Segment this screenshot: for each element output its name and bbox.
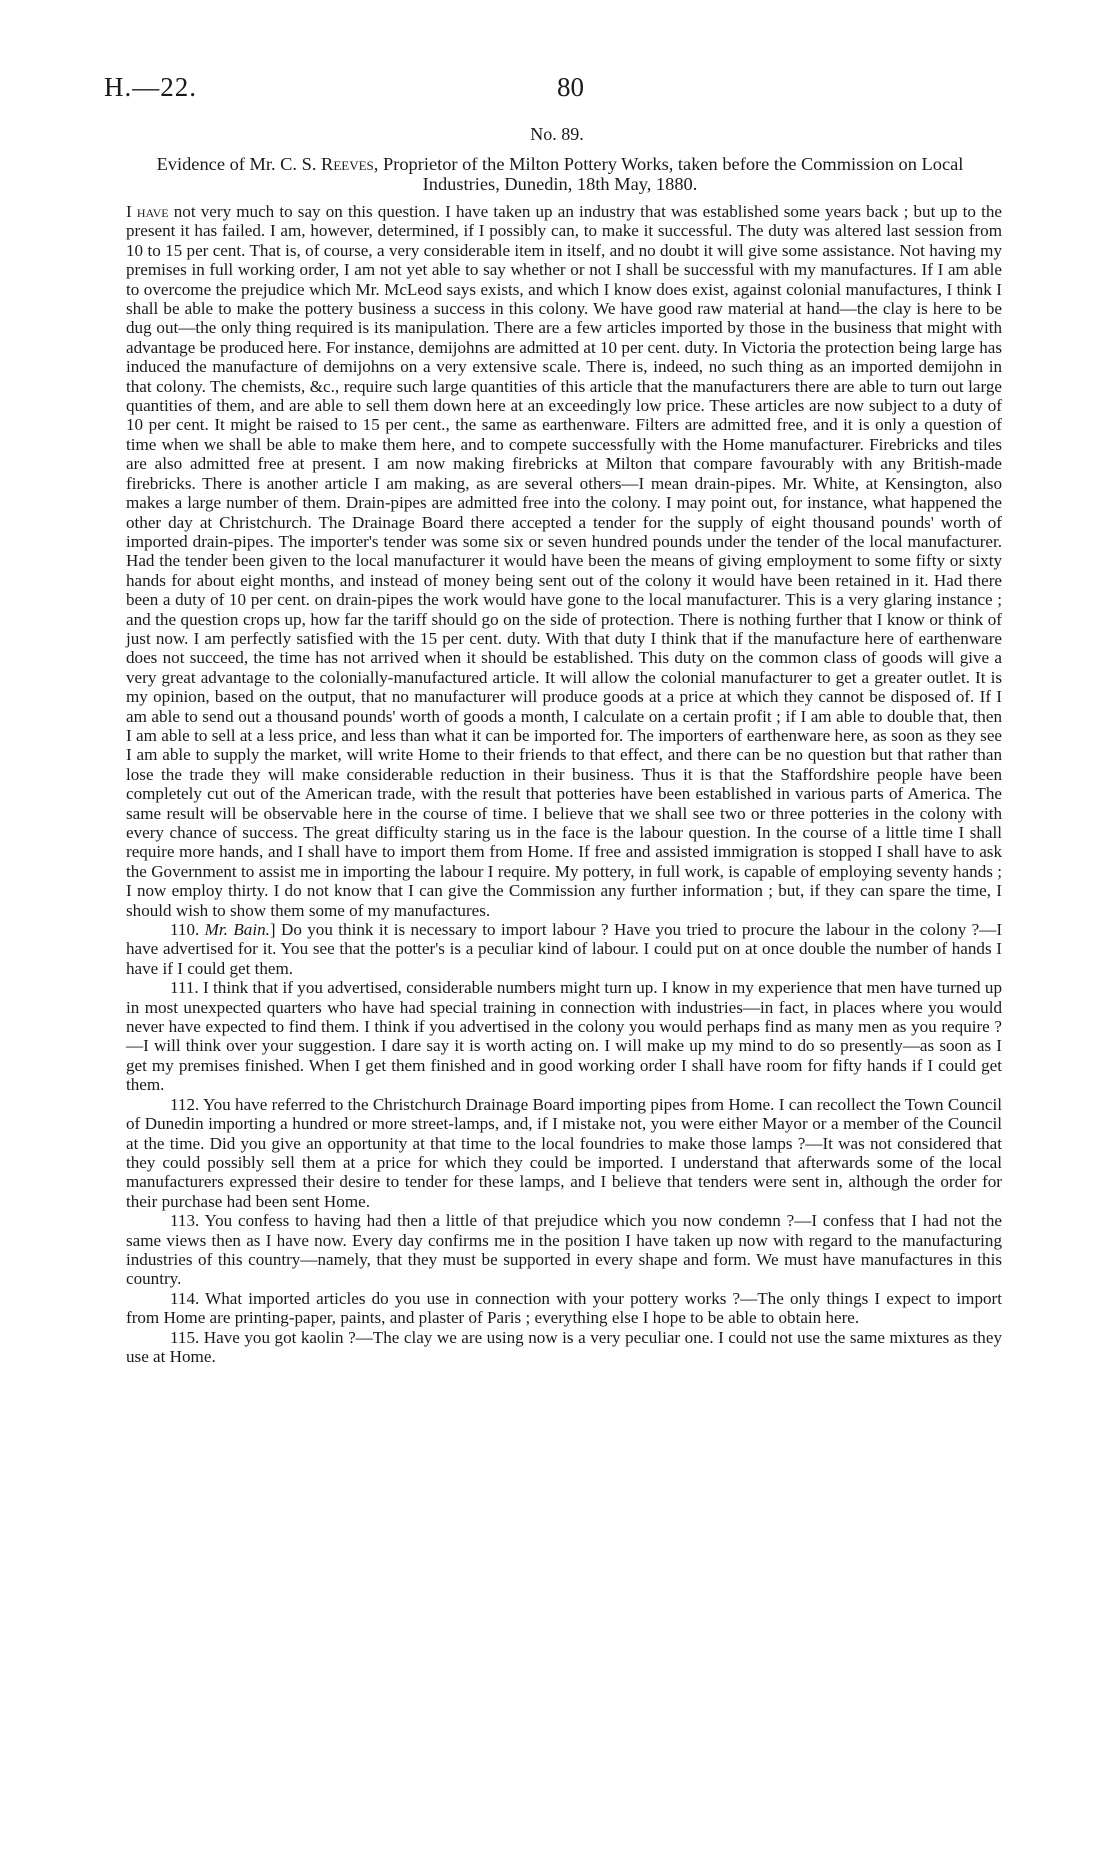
title-name: Reeves: [321, 154, 374, 174]
question-speaker: Mr. Bain.: [204, 920, 270, 940]
question-text: You have referred to the Christchurch Drainage Board importing pipes from Home. I can recollect the Town Council of Dunedin importing a hundred or more street-lamps, and, if I mistake not, you were either Mayor or a member of the Council at the time. Did you give an opportunity at that time to the local foundries to make those lamps ?—It was not considered that they could possibly sell them at a price for which they could be imported. I understand that afterwards some of the local manufacturers expressed their desire to tender for these lamps, and I believe that tenders were sent in, although the order for their purchase had been sent Home.: [126, 1094, 1003, 1211]
question-number: 111.: [170, 978, 199, 998]
question-number: 113.: [170, 1211, 200, 1231]
question-114: [126, 1289, 1002, 1328]
statement-text: not very much to say on this question. I have taken up an industry that was established some years back ; but up to the present it has failed. I am, however, determined, if I possibly can, to make it successful. The duty was altered last session from 10 to 15 per cent. That is, of course, a very considerable item in itself, and no doubt it will give some assistance. Not having my premises in full working order, I am not yet able to say whether or not I shall be successful with my manufactures. If I am able to overcome the prejudice which Mr. McLeod says exists, and which I know does exist, against colonial manufactures, I think I shall be able to make the pottery business a success in this colony. We have good raw material at hand—the clay is here to be dug out—the only thing required is its manipulation. There are a few articles imported by those in the business that might with advantage be produced here. For instance, demijohns are admitted at 10 per cent. duty. In Victoria the protection being large has induced the manufacture of demijohns on a very extensive scale. There is, indeed, no such thing as an imported demijohn in that colony. The chemists, &c., require such large quantities of this article that the manufacturers there are able to turn out large quantities of them, and are able to sell them down here at an exceedingly low price. These articles are now subject to a duty of 10 per cent. It might be raised to 15 per cent., the same as earthenware. Filters are admitted free, and it is only a question of time when we shall be able to make them here, and to compete successfully with the Home manufacturer. Firebricks and tiles are also admitted free at present. I am now making firebricks at Milton that compare favourably with any British-made firebricks. There is another article I am making, as are several others—I mean drain-pipes. Mr. White, at Kensington, also makes a large number of them. Drain-pipes are admitted free into the colony. I may point out, for instance, what happened the other day at Christchurch. The Drainage Board there accepted a tender for the supply of eight thousand pounds' worth of imported drain-pipes. The importer's tender was some six or seven hundred pounds under the tender of the local manufacturer. Had the tender been given to the local manufacturer it would have been the means of giving employment to some fifty or sixty hands for about eight months, and instead of money being sent out of the colony it would have been retained in it. Had there been a duty of 10 per cent. on drain-pipes the work would have gone to the local manufacturer. This is a very glaring instance ; and the question crops up, how far the tariff should go on the side of protection. There is nothing further that I know or think of just now. I am perfectly satisfied with the 15 per cent. duty. With that duty I think that if the manufacture here of earthenware does not succeed, the time has not arrived when it should be established. This duty on the common class of goods will give a very great advantage to the colonially-manufactured article. It will allow the colonial manufacturer to get a greater outlet. It is my opinion, based on the output, that no manufacturer will produce goods at a price at which they cannot be disposed of. If I am able to send out a thousand pounds' worth of goods a month, I calculate on a certain profit ; if I am able to double that, then I am able to sell at a less price, and less than what it can be imported for. The importers of earthenware here, as soon as they see I am able to supply the market, will write Home to their friends to that effect, and there can be no question but that rather than lose the trade they will make considerable reduction in their business. Thus it is that the Staffordshire people have been completely cut out of the American trade, with the result that potteries have been established in various parts of America. The same result will be observable here in the course of time. I believe that we shall see two or three potteries in the colony with every chance of success. The great difficulty staring us in the face is the labour question. In the course of a little time I shall require more hands, and I shall have to import them from Home. If free and assisted immigration is stopped I shall have to ask the Government to assist me in importing the labour I require. My pottery, in full work, is capable of employing seventy hands ; I now employ thirty. I do not know that I can give the Commission any further information ; but, if they can spare the time, I should wish to show them some of my manufactures.: [126, 202, 1003, 920]
title-suffix: , Proprietor of the Milton Pottery Works, taken before the Commission on Local Industries, Dunedin, 18th May, 1880.: [373, 154, 964, 194]
question-text: Have you got kaolin ?—The clay we are using now is a very peculiar one. I could not use the same mixtures as they use at Home.: [126, 1327, 1002, 1366]
question-text: What imported articles do you use in connection with your pottery works ?—The only things I expect to import from Home are printing-paper, paints, and plaster of Paris ; everything else I hope to be able to obtain here.: [126, 1288, 1002, 1328]
section-number: No. 89.: [530, 124, 584, 144]
document-reference: H.—22.: [104, 72, 197, 102]
opening-statement: [126, 202, 1002, 920]
title-prefix: Evidence of Mr. C. S.: [156, 154, 322, 174]
question-112: [126, 1095, 1002, 1211]
statement-lead: I have: [126, 202, 169, 221]
question-text: You confess to having had then a little of that prejudice which you now condemn ?—I confess that I had not the same views then as I have now. Every day confirms me in the position I have taken up now with regard to the manufacturing industries of this country—namely, that they must be supported in every shape and form. We must have manufactures in this country.: [126, 1211, 1003, 1289]
section-title: [150, 154, 970, 194]
question-113: [126, 1211, 1002, 1289]
question-110: 110. Mr. Bain.] Do you think it is necessary to import labour ? Have you tried to procure the labour in the colony ?—I have advertised for it. You see that the potter's is a peculiar kind of labour. I could put on at once double the number of hands I have if I could get them.: [126, 920, 1003, 978]
question-number: 110.: [170, 920, 200, 940]
question-number: 115.: [170, 1327, 200, 1347]
question-text: Do you think it is necessary to import labour ? Have you tried to procure the labour in the colony ?—I have advertised for it. You see that the potter's is a peculiar kind of labour. I could put on at once double the number of hands I have if I could get them.: [126, 920, 1003, 978]
question-number: 114.: [170, 1288, 200, 1308]
question-115: [126, 1328, 1002, 1367]
page-number: 80: [557, 72, 584, 102]
question-number: 112.: [170, 1094, 200, 1114]
page-header: [104, 72, 1010, 112]
question-text: I think that if you advertised, considerable numbers might turn up. I know in my experience that men have turned up in most unexpected quarters who have had special training in connection with industries—in fact, in places where you would never have expected to find them. I think if you advertised in the colony you would perhaps find as many men as you require ?—I will think over your suggestion. I dare say it is worth acting on. I will make up my mind to do so presently—as soon as I get my premises finished. When I get them finished and in good working order I shall have room for fifty hands if I could get them.: [126, 978, 1003, 1095]
question-111: [126, 978, 1002, 1094]
evidence-body: [126, 202, 1002, 1366]
